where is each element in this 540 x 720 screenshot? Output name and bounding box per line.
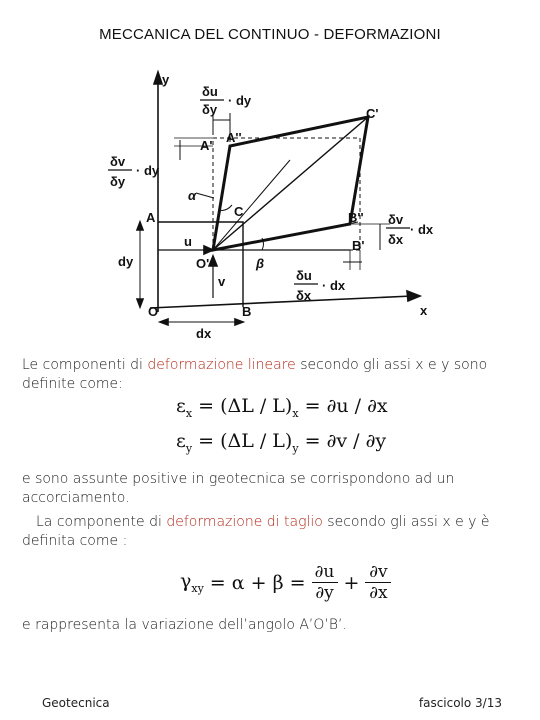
paragraph-sign-convention: e sono assunte positive in geotecnica se corrispondono ad un accorciamento.: [22, 471, 455, 506]
du-dx-den: δx: [296, 288, 312, 303]
deformation-diagram: [100, 62, 440, 342]
eq-ex-rhs: = ∂u / ∂x: [304, 395, 388, 417]
y-axis-arrow: [154, 72, 162, 84]
eq-ey-sub: y: [185, 441, 193, 455]
eq-g-f1-den: ∂y: [315, 583, 334, 603]
point-A-prime: A': [200, 138, 213, 153]
paragraph-shear-strain: [22, 513, 522, 551]
eq-ey-mid: = (ΔL / L): [198, 430, 293, 452]
p1-text-b: secondo gli assi x e y sono definite come:: [22, 357, 488, 392]
eq-ey-mid-sub: y: [292, 441, 299, 455]
p3-text-b: secondo gli assi x e y è definita come :: [22, 514, 490, 549]
du-dy-num: δu: [202, 84, 218, 99]
eq-ex-mid: = (ΔL / L): [198, 395, 293, 417]
dx-label: dx: [196, 326, 212, 341]
footer-page-number: fascicolo 3/13: [418, 696, 502, 710]
point-B-second: B'': [348, 210, 364, 225]
reference-rectangle: [213, 138, 360, 250]
point-O: O: [148, 304, 159, 319]
eq-g-f1-num: ∂u: [314, 562, 335, 582]
du-dx-tail: · dx: [322, 278, 346, 293]
x-axis-label: x: [420, 303, 428, 318]
paragraph-linear-strain: [22, 356, 522, 394]
x-axis-arrow: [407, 291, 420, 301]
point-C-prime: C': [366, 106, 379, 121]
du-dy-den: δy: [202, 102, 218, 117]
p3-text-a: La componente di: [36, 514, 167, 530]
eq-ex-lhs: ε: [176, 395, 186, 417]
du-dx-num: δu: [296, 268, 312, 283]
dv-dy-tail: · dy: [136, 163, 160, 178]
du-dy-tail: · dy: [228, 93, 252, 108]
eq-ex-mid-sub: x: [292, 406, 299, 420]
eq-g-lhs: γ: [180, 570, 192, 593]
dv-dy-num: δv: [110, 154, 126, 169]
point-B-prime: B': [352, 238, 365, 253]
point-A-second: A'': [226, 130, 242, 145]
eq-g-sub: xy: [191, 581, 204, 595]
page-title: MECCANICA DEL CONTINUO - DEFORMAZIONI: [99, 26, 441, 43]
angle-beta: β: [256, 256, 265, 271]
eq-g-mid: = α + β =: [209, 571, 306, 594]
equation-epsilon-y: [176, 430, 386, 455]
point-B: B: [242, 304, 252, 319]
eq-g-f2-num: ∂v: [369, 562, 388, 582]
point-C: C: [234, 204, 244, 219]
eq-g-fraction-1: [312, 562, 338, 603]
dv-dx-num: δv: [388, 212, 404, 227]
eq-g-plus: +: [343, 571, 360, 594]
point-A: A: [146, 210, 156, 225]
dv-dx-den: δx: [388, 232, 404, 247]
eq-g-f2-den: ∂x: [369, 583, 388, 603]
eq-ey-lhs: ε: [176, 430, 186, 452]
y-axis-label: y: [162, 72, 170, 87]
equation-epsilon-x: [176, 395, 388, 420]
x-axis: [150, 296, 412, 308]
point-O-prime: O': [196, 256, 210, 271]
shear-strain-term: deformazione di taglio: [166, 514, 323, 530]
displacement-u-label: u: [184, 234, 192, 249]
dv-dy-den: δy: [110, 174, 126, 189]
footer-left: Geotecnica: [42, 696, 110, 710]
linear-strain-term: deformazione lineare: [147, 357, 296, 373]
angle-alpha: α: [188, 188, 197, 203]
eq-ey-rhs: = ∂v / ∂y: [304, 430, 387, 452]
dv-dx-tail: · dx: [410, 222, 434, 237]
equation-gamma-xy: [180, 562, 391, 603]
eq-ex-sub: x: [185, 406, 193, 420]
eq-g-fraction-2: [365, 562, 391, 603]
p1-text-a: Le componenti di: [22, 357, 148, 373]
dy-label: dy: [118, 254, 134, 269]
displacement-v-label: v: [218, 274, 226, 289]
paragraph-angle-variation: e rappresenta la variazione dell’angolo A’O’B’.: [22, 617, 347, 633]
